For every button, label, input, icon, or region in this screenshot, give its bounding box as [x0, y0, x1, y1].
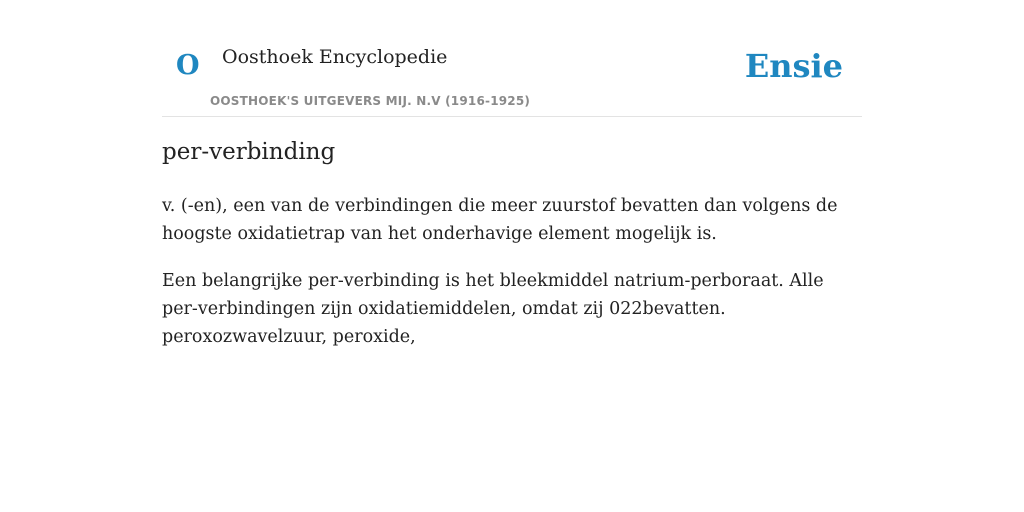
source-header [162, 0, 862, 117]
entry-paragraph: v. (-en), een van de verbindingen die meer zuurstof bevatten dan volgens de hoogste oxidatietrap van het onderhavige element mogelijk is. [162, 196, 838, 244]
source-title-link[interactable]: Oosthoek Encyclopedie [222, 46, 448, 68]
entry-title: per-verbinding [162, 139, 336, 165]
entry-body [162, 192, 852, 370]
publisher-label: OOSTHOEK'S UITGEVERS MIJ. N.V (1916-1925) [210, 94, 531, 108]
brand-logo[interactable]: Ensie [744, 47, 843, 85]
source-logo[interactable]: O [176, 50, 200, 81]
entry-paragraph: Een belangrijke per-verbinding is het bleekmiddel natrium-perboraat. Alle per-verbindingen zijn oxidatiemiddelen, omdat zij 022bevatten. peroxozwavelzuur, peroxide, [162, 271, 824, 347]
